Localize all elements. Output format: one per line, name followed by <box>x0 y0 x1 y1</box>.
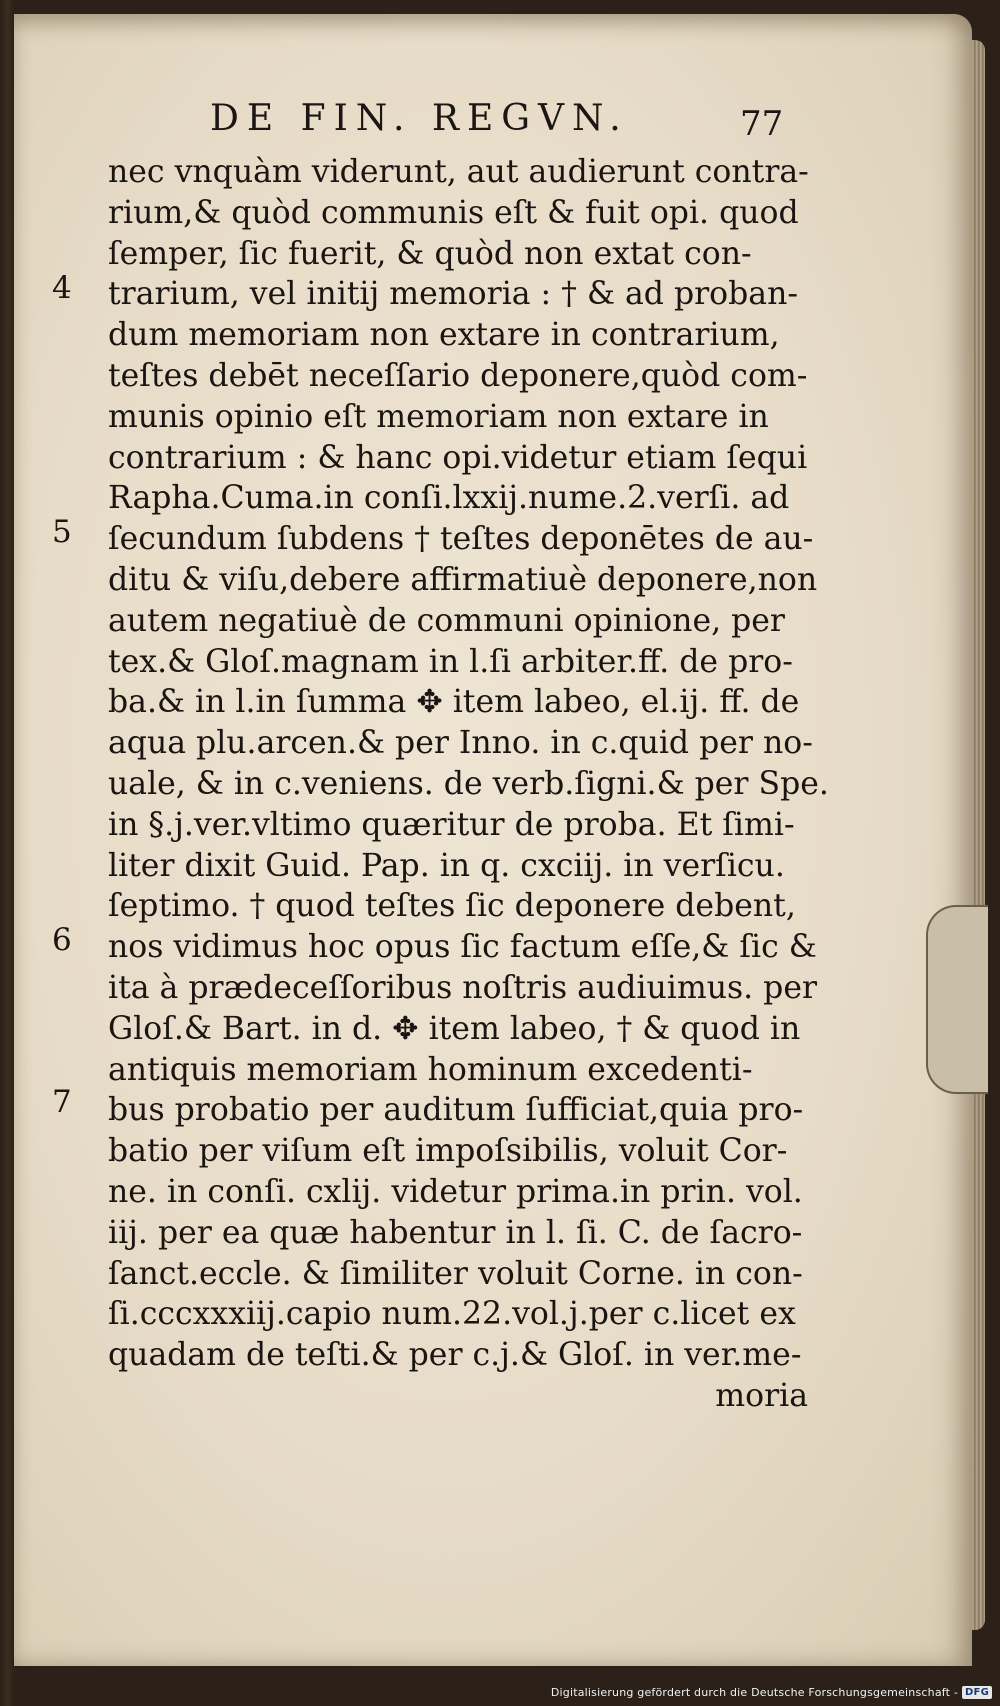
text-line: ſi.cccxxxiij.capio num.22.vol.j.per c.licet ex <box>108 1296 796 1333</box>
margin-number: 4 <box>52 270 72 306</box>
text-line: ba.& in l.in ſumma ✥ item labeo, el.ij. ff. de <box>108 684 800 721</box>
text-line: ſanct.eccle. & ſimiliter voluit Corne. in con- <box>108 1255 803 1292</box>
running-title: DE FIN. REGVN. <box>210 98 629 139</box>
margin-number: 7 <box>52 1084 72 1120</box>
text-line: iij. per ea quæ habentur in l. ſi. C. de ſacro- <box>108 1214 803 1251</box>
margin-number: 5 <box>52 514 72 550</box>
dfg-logo: DFG <box>962 1686 992 1699</box>
page-number: 77 <box>740 104 784 144</box>
credit-text: Digitalisierung gefördert durch die Deutsche Forschungsgemeinschaft - <box>550 1685 959 1699</box>
text-line: antiquis memoriam hominum excedenti- <box>108 1051 753 1088</box>
text-line: batio per viſum eſt impoſsibilis, voluit Cor- <box>108 1133 788 1170</box>
text-line: aqua plu.arcen.& per Inno. in c.quid per no- <box>108 725 813 762</box>
text-line: ditu & viſu,debere affirmatiuè deponere,non <box>108 561 818 598</box>
text-line: in §.j.ver.vltimo quæritur de proba. Et ſimi- <box>108 806 795 843</box>
body-text <box>108 152 829 1417</box>
text-line: Gloſ.& Bart. in d. ✥ item labeo, † & quod in <box>108 1010 801 1047</box>
thumb-tab <box>926 905 988 1094</box>
text-line: liter dixit Guid. Pap. in q. cxciij. in verſicu. <box>108 847 785 884</box>
margin-number: 6 <box>52 922 72 958</box>
text-line: contrarium : & hanc opi.videtur etiam ſequi <box>108 439 808 476</box>
text-line: ſecundum ſubdens † teſtes deponētes de au- <box>108 521 814 558</box>
text-line: dum memoriam non extare in contrarium, <box>108 317 780 354</box>
text-line: rium,& quòd communis eſt & fuit opi. quod <box>108 194 799 231</box>
catchword: moria <box>715 1377 808 1414</box>
text-line: teſtes debēt neceſſario deponere,quòd com- <box>108 357 808 394</box>
text-line: nec vnquàm viderunt, aut audierunt contra- <box>108 154 809 190</box>
text-line: ne. in conſi. cxlij. videtur prima.in prin. vol. <box>108 1173 803 1210</box>
text-line: bus probatio per auditum ſufficiat,quia pro- <box>108 1092 804 1129</box>
text-line: munis opinio eſt memoriam non extare in <box>108 398 769 435</box>
text-line: nos vidimus hoc opus ſic factum eſſe,& ſic & <box>108 929 817 966</box>
text-line: uale, & in c.veniens. de verb.ſigni.& per Spe. <box>108 765 829 802</box>
text-line: quadam de teſti.& per c.j.& Gloſ. in ver.me- <box>108 1337 802 1374</box>
text-line: ita à prædeceſſoribus noſtris audiuimus. per <box>108 969 818 1006</box>
text-line: Rapha.Cuma.in conſi.lxxij.nume.2.verſi. ad <box>108 480 790 517</box>
text-line: ſeptimo. † quod teſtes ſic deponere debent, <box>108 888 796 925</box>
digitization-credit <box>551 1681 992 1703</box>
text-line: trarium, vel initij memoria : † & ad proban- <box>108 276 799 313</box>
text-line: ſemper, ſic fuerit, & quòd non extat con- <box>108 235 752 272</box>
text-line: tex.& Gloſ.magnam in l.ſi arbiter.ff. de pro- <box>108 643 793 680</box>
text-line: autem negatiuè de communi opinione, per <box>108 602 785 639</box>
page-header <box>210 98 910 148</box>
